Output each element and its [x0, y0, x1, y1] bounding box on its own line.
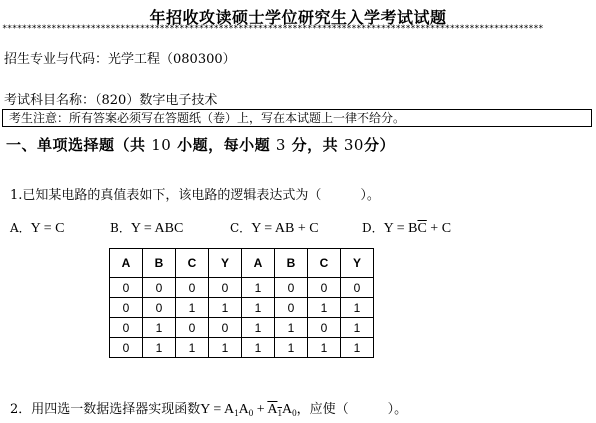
option-b-formula: Y = ABC: [130, 221, 184, 236]
table-cell: 1: [275, 318, 308, 338]
q2-plus: +: [253, 402, 268, 417]
subject-info: 考试科目名称：（820）数字电子技术: [4, 93, 218, 108]
q2-sub-1: 1: [234, 408, 239, 418]
table-cell: 1: [242, 318, 275, 338]
table-cell: 1: [176, 338, 209, 358]
table-cell: 1: [341, 318, 374, 338]
table-cell: 1: [209, 338, 242, 358]
option-d-formula-pre: Y = B: [383, 221, 418, 236]
option-a-formula: Y = C: [30, 221, 65, 236]
table-cell: 0: [110, 338, 143, 358]
table-cell: 0: [209, 318, 242, 338]
header-cell: B: [275, 249, 308, 278]
notice-box: [2, 109, 592, 127]
table-cell: 0: [275, 298, 308, 318]
score-total: 30: [343, 136, 364, 154]
table-cell: 0: [308, 318, 341, 338]
table-cell: 1: [143, 318, 176, 338]
table-cell: 1: [176, 298, 209, 318]
option-d-formula-bar: $\overline{C}$: [417, 221, 427, 236]
option-d-letter: D．: [362, 221, 384, 235]
header-cell: A: [242, 249, 275, 278]
section-title: 一、单项选择题（共: [6, 136, 146, 154]
table-cell: 1: [308, 338, 341, 358]
question-2-text: 2．用四选一数据选择器实现函数: [10, 402, 201, 417]
table-row: [110, 318, 374, 338]
section-mid1: 小题，每小题: [177, 136, 271, 154]
option-d: [362, 217, 451, 237]
q2-formula-a0b: A: [281, 402, 293, 417]
q2-sub-0: 0: [248, 408, 254, 418]
score-each: 3: [275, 136, 286, 154]
major-info: 招生专业与代码：光学工程（080300）: [4, 52, 236, 67]
q2-bar-group: [267, 402, 282, 417]
header-cell: B: [143, 249, 176, 278]
table-cell: 0: [275, 278, 308, 298]
q2-bar-a: A: [267, 402, 278, 417]
table-cell: 1: [308, 298, 341, 318]
q2-sub-0b: 0: [292, 408, 297, 418]
notice-text: 考生注意：所有答案必须写在答题纸（卷）上，写在本试题上一律不给分。: [9, 111, 406, 125]
table-cell: 0: [176, 318, 209, 338]
option-d-formula: [384, 221, 451, 236]
question-1-text: 1.已知某电路的真值表如下，该电路的逻辑表达式为（ ）。: [10, 188, 380, 203]
table-cell: 1: [341, 338, 374, 358]
header-cell: Y: [209, 249, 242, 278]
table-row: [110, 298, 374, 318]
section-mid2: 分，共: [291, 136, 339, 154]
table-cell: 0: [209, 278, 242, 298]
table-cell: 0: [110, 298, 143, 318]
section-heading: [6, 134, 395, 155]
option-a-letter: A．: [10, 221, 31, 235]
option-c-letter: C．: [230, 221, 252, 235]
option-c: [230, 217, 319, 237]
header-cell: A: [110, 249, 143, 278]
section-end: 分）: [363, 136, 395, 154]
table-cell: 1: [341, 298, 374, 318]
question-2-text-end: ，应使（ ）。: [296, 402, 408, 417]
truth-table-header: [110, 249, 374, 278]
header-cell: C: [176, 249, 209, 278]
question-2: [10, 398, 407, 418]
option-c-formula: Y = AB + C: [251, 221, 319, 236]
table-cell: 1: [242, 338, 275, 358]
q2-formula-a0: A: [238, 402, 249, 417]
table-cell: 1: [275, 338, 308, 358]
table-row: [110, 338, 374, 358]
table-cell: 1: [209, 298, 242, 318]
question-2-formula: [200, 402, 296, 417]
option-d-formula-post: + C: [426, 221, 452, 236]
header-cell: C: [308, 249, 341, 278]
option-a: [10, 217, 65, 237]
table-cell: 1: [242, 278, 275, 298]
table-cell: 0: [176, 278, 209, 298]
table-cell: 0: [308, 278, 341, 298]
q2-formula-y: Y = A: [200, 402, 235, 417]
table-cell: 0: [143, 278, 176, 298]
table-cell: 1: [143, 338, 176, 358]
table-cell: 0: [341, 278, 374, 298]
table-cell: 0: [110, 318, 143, 338]
header-cell: Y: [341, 249, 374, 278]
exam-title: 年招收攻读硕士学位研究生入学考试试题: [149, 8, 447, 27]
option-b: [110, 217, 183, 237]
table-cell: 0: [110, 278, 143, 298]
table-row: [110, 278, 374, 298]
table-cell: 1: [242, 298, 275, 318]
truth-table: [109, 248, 374, 358]
q2-bar-sub-1: 1: [277, 408, 282, 418]
table-cell: 0: [143, 298, 176, 318]
question-count: 10: [151, 136, 172, 154]
title-divider: **************************************************************************************************************: [2, 24, 544, 34]
option-b-letter: B．: [110, 221, 131, 235]
